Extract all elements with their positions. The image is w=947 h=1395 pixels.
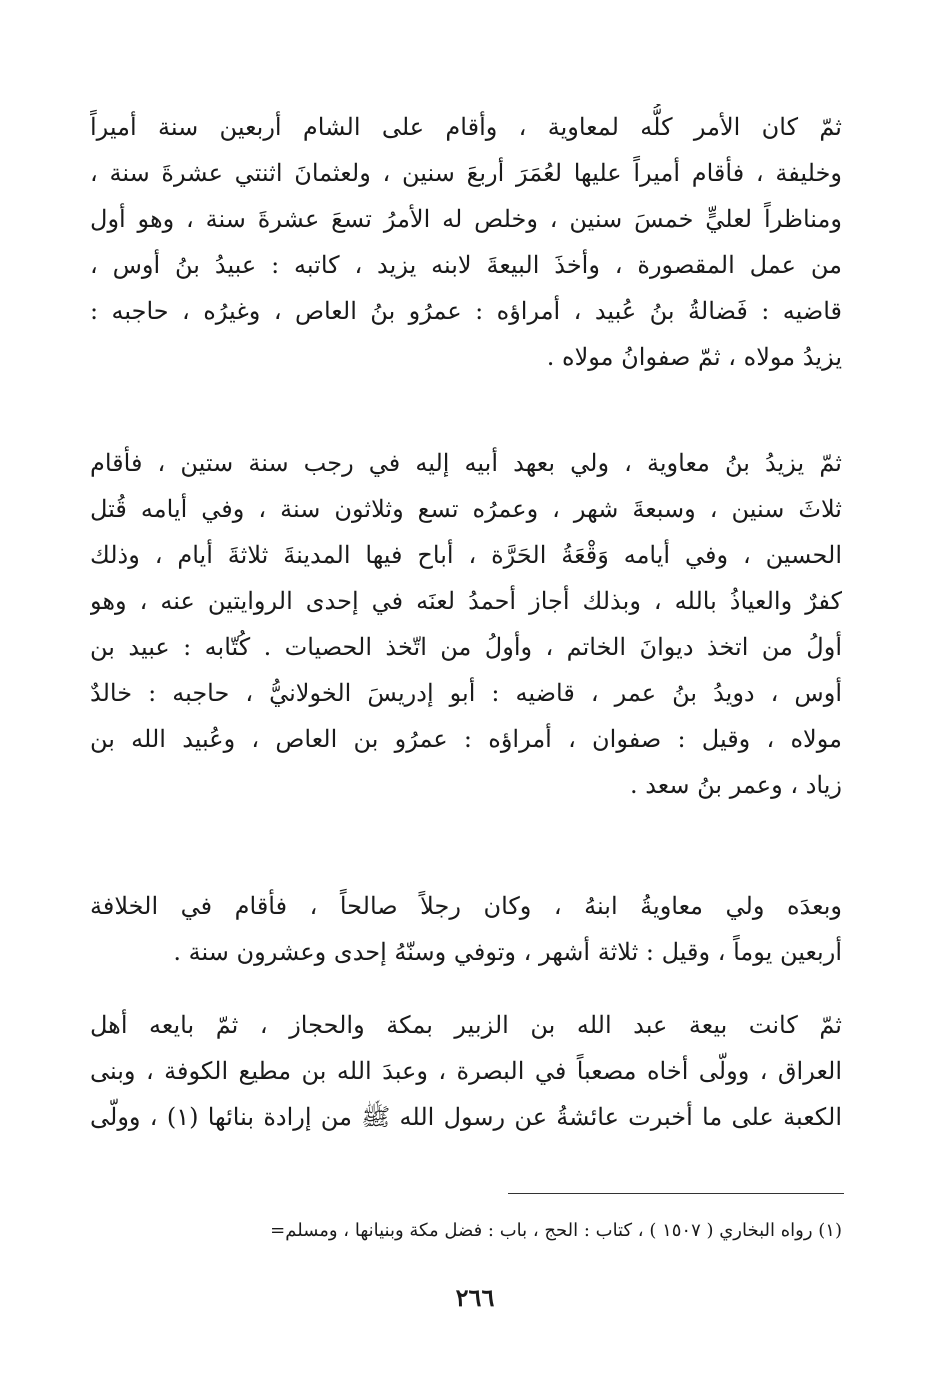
text-line: ثمّ كان الأمر كلُّه لمعاوية ، وأقام على الشام أربعين سنة أميراً (90, 113, 842, 141)
paragraph-ibn-zubayr (90, 1002, 842, 1140)
text-line: أولُ من اتخذ ديوانَ الخاتم ، وأولُ من اتّخذ الحصيات . كُتّابه : عبيد بن (90, 633, 842, 661)
footnote-divider (508, 1193, 844, 1194)
text-line: كفرٌ والعياذُ بالله ، وبذلك أجاز أحمدُ لعنَه في إحدى الروايتين عنه ، وهو (90, 587, 842, 615)
text-line: وخليفة ، فأقام أميراً عليها لعُمَرَ أربعَ سنين ، ولعثمانَ اثنتي عشرةَ سنة ، (90, 159, 842, 187)
text-line: ثمّ يزيدُ بنُ معاوية ، ولي بعهد أبيه إليه في رجب سنة ستين ، فأقام (90, 449, 842, 477)
text-line: زياد ، وعمر بنُ سعد . (629, 771, 842, 799)
page-number: ٢٦٦ (455, 1283, 495, 1312)
text-line: من عمل المقصورة ، وأخذَ البيعةَ لابنه يزيد ، كاتبه : عبيدُ بنُ أوس ، (90, 251, 842, 279)
text-line: ثمّ كانت بيعة عبد الله بن الزبير بمكة والحجاز ، ثمّ بايعه أهل (90, 1011, 842, 1039)
text-line: قاضيه : فَضالةُ بنُ عُبيد ، أمراؤه : عمرُو بنُ العاص ، وغيرُه ، حاجبه : (90, 297, 842, 325)
text-line: يزيدُ مولاه ، ثمّ صفوانُ مولاه . (546, 343, 842, 371)
text-line: الحسين ، وفي أيامه وَقْعَةُ الحَرَّة ، أباح فيها المدينةَ ثلاثةَ أيام ، وذلك (90, 541, 842, 569)
text-line: وبعدَه ولي معاويةُ ابنهُ ، وكان رجلاً صالحاً ، فأقام في الخلافة (90, 892, 842, 920)
text-line: ومناظراً لعليٍّ خمسَ سنين ، وخلص له الأمرُ تسعَ عشرةَ سنة ، وهو أول (90, 205, 842, 233)
text-line: العراق ، وولّى أخاه مصعباً في البصرة ، وعبدَ الله بن مطيع الكوفة ، وبنى (90, 1057, 842, 1085)
paragraph-muawiya-son (90, 883, 842, 975)
text-line: أربعين يوماً ، وقيل : ثلاثة أشهر ، وتوفي وسنّهُ إحدى وعشرون سنة . (173, 938, 842, 966)
paragraph-muawiya (90, 104, 842, 380)
paragraph-yazid (90, 440, 842, 808)
text-line: الكعبة على ما أخبرت عائشةُ عن رسول الله ﷺ من إرادة بنائها (١) ، وولّى (90, 1103, 842, 1131)
text-line: أوس ، دويدُ بنُ عمر ، قاضيه : أبو إدريسَ الخولانيُّ ، حاجبه : خالدٌ (90, 679, 842, 707)
text-line: ثلاثَ سنين ، وسبعةَ شهر ، وعمرُه تسع وثلاثون سنة ، وفي أيامه قُتل (90, 495, 842, 523)
text-line: مولاه ، وقيل : صفوان ، أمراؤه : عمرُو بن العاص ، وعُبيد الله بن (90, 725, 842, 753)
footnote: (١) رواه البخاري ( ١٥٠٧ ) ، كتاب : الحج ، باب : فضل مكة وبنيانها ، ومسلم= (270, 1220, 842, 1241)
